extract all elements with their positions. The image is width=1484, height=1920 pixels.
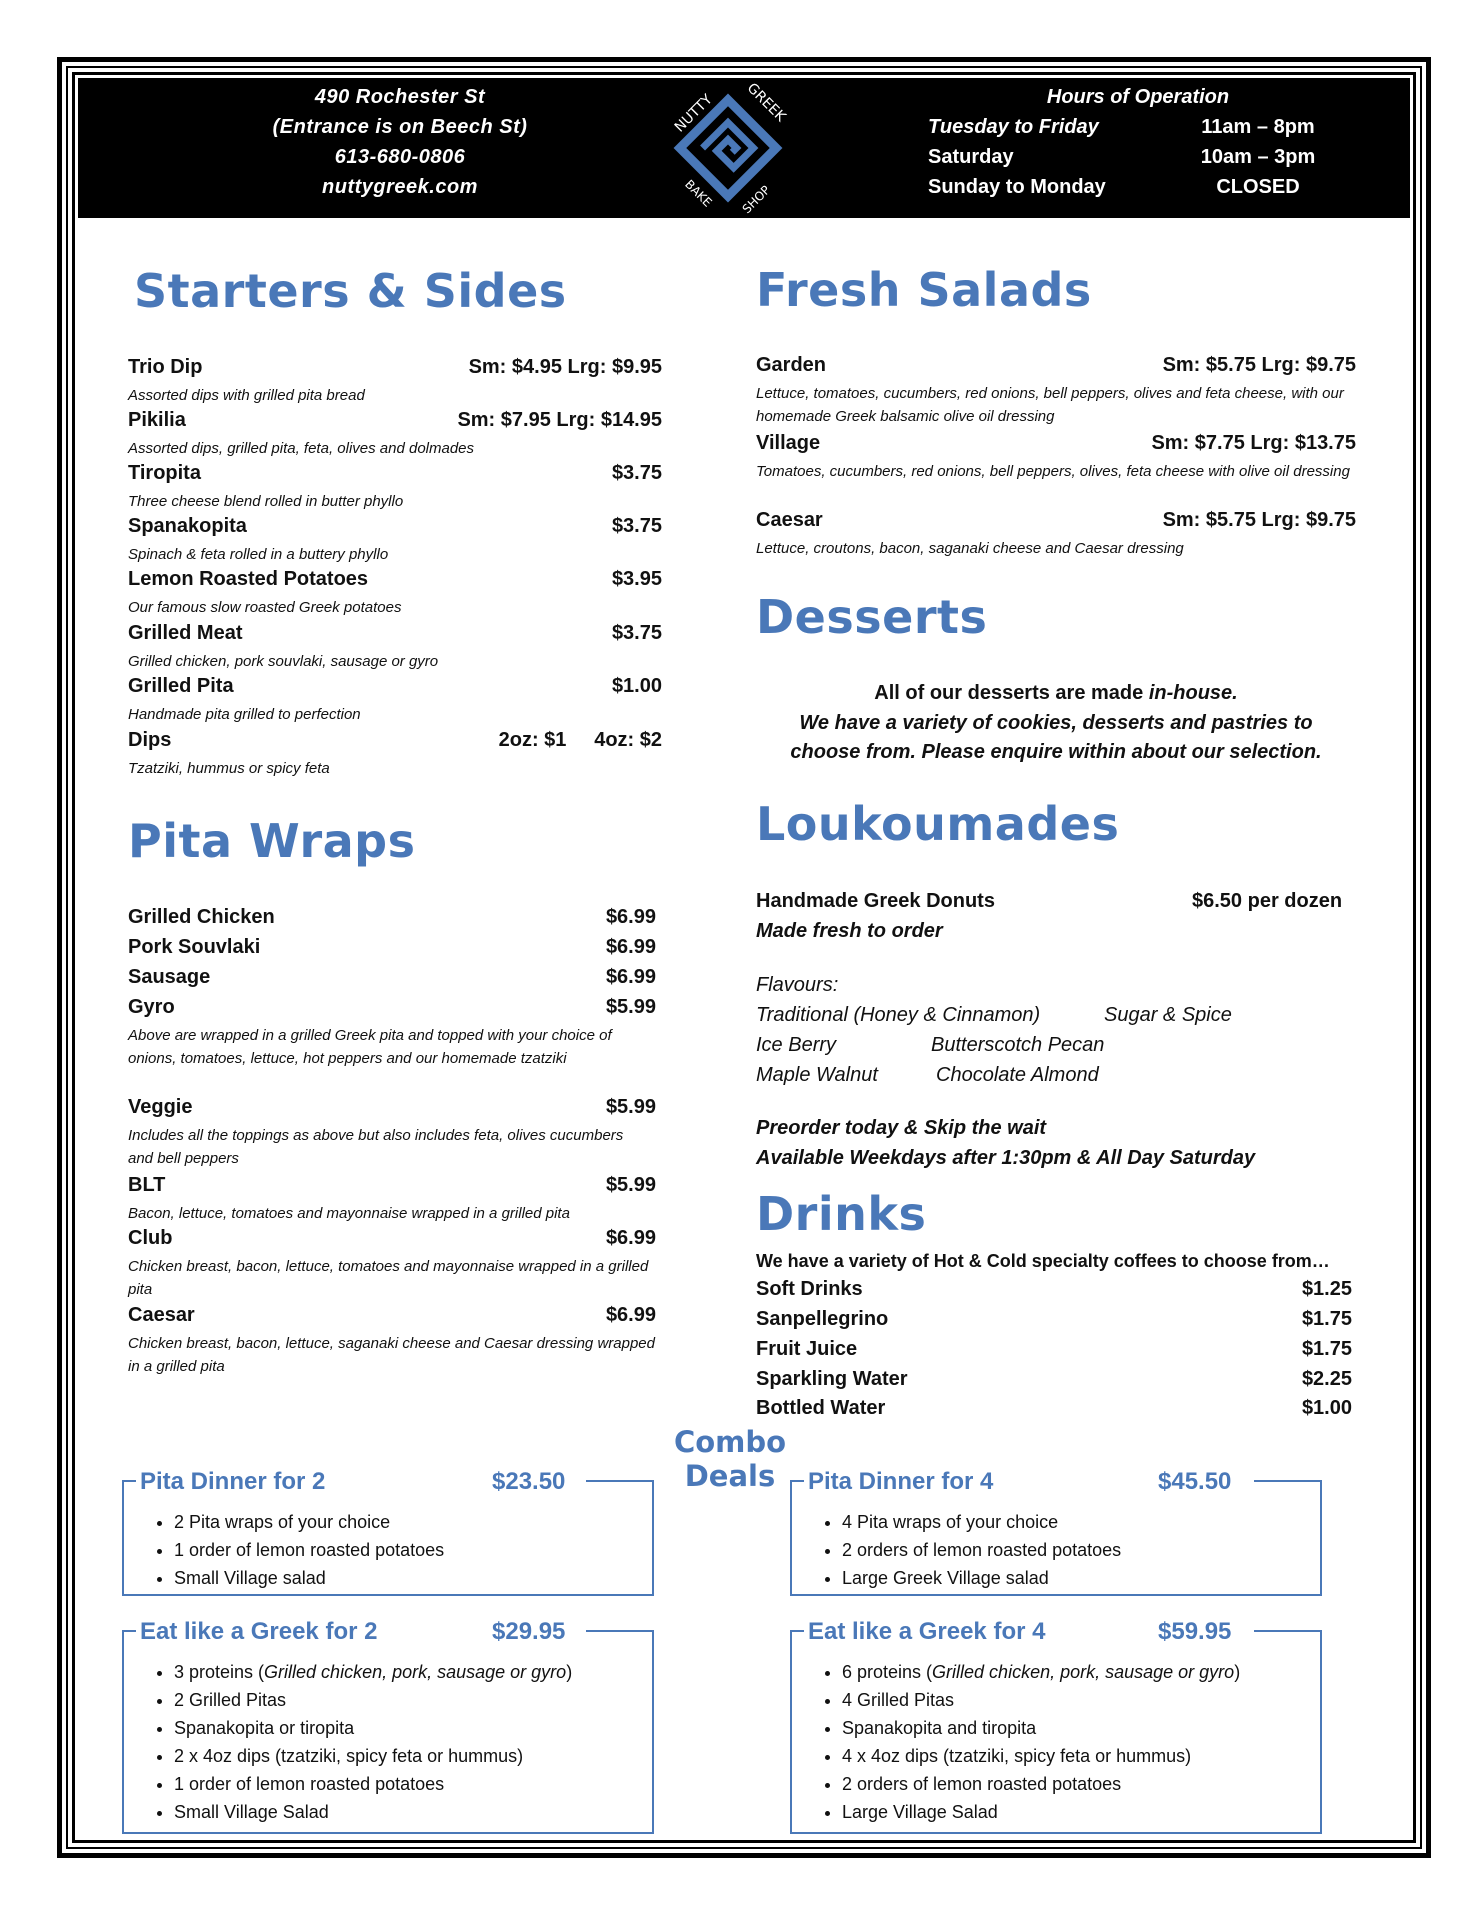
protein-close: ) bbox=[566, 1662, 573, 1682]
combo-items bbox=[148, 1508, 444, 1592]
menu-item bbox=[128, 462, 662, 514]
preorder-note: Preorder today & Skip the wait bbox=[756, 1117, 1047, 1139]
item-price: $2.25 bbox=[1301, 1368, 1352, 1390]
item-name: Garden bbox=[756, 354, 827, 376]
section-title-desserts: Desserts bbox=[756, 590, 988, 644]
item-price: $1.00 bbox=[1301, 1397, 1352, 1419]
section-title-starters: Starters & Sides bbox=[134, 264, 567, 318]
flavour: Ice Berry bbox=[756, 1034, 837, 1056]
combo-box bbox=[790, 1618, 1322, 1834]
combo-header bbox=[804, 1464, 1254, 1500]
desserts-line-1 bbox=[756, 682, 1356, 705]
drink-item bbox=[756, 1397, 1352, 1425]
flavour: Chocolate Almond bbox=[936, 1064, 1099, 1086]
item-description: Above are wrapped in a grilled Greek pita and topped with your choice of onions, tomatoes, lettuce, hot peppers and our homemade tzatziki bbox=[128, 1027, 612, 1067]
menu-item bbox=[128, 356, 662, 408]
item-price: $3.75 bbox=[611, 462, 662, 484]
desserts-line-2: We have a variety of cookies, desserts and pastries to bbox=[799, 712, 1313, 734]
item-price: $1.25 bbox=[1301, 1278, 1352, 1300]
item-name: Trio Dip bbox=[128, 356, 203, 378]
protein-options: Grilled chicken, pork, sausage or gyro bbox=[932, 1662, 1235, 1682]
combo-items bbox=[816, 1508, 1121, 1592]
item-price: 2oz: $1 4oz: $2 bbox=[498, 729, 662, 751]
combo-header bbox=[136, 1614, 586, 1650]
item-name: Pork Souvlaki bbox=[128, 936, 261, 958]
item-price: $3.75 bbox=[611, 622, 662, 644]
combo-price: $45.50 bbox=[1158, 1468, 1232, 1495]
combo-box bbox=[790, 1468, 1322, 1596]
menu-item bbox=[128, 622, 662, 674]
drink-item bbox=[756, 1368, 1352, 1396]
header-bar bbox=[78, 78, 1410, 218]
combo-item: • 4 Grilled Pitas bbox=[842, 1686, 1240, 1714]
hours-days: Tuesday to Friday bbox=[928, 116, 1099, 138]
menu-item bbox=[128, 1096, 656, 1168]
item-name: Sanpellegrino bbox=[756, 1308, 889, 1330]
item-name: Spanakopita bbox=[128, 515, 247, 537]
section-title-wraps: Pita Wraps bbox=[128, 814, 416, 868]
protein-count: 3 proteins ( bbox=[174, 1662, 265, 1682]
combo-item: • Spanakopita or tiropita bbox=[174, 1714, 572, 1742]
item-price: $6.99 bbox=[605, 936, 656, 958]
menu-item bbox=[756, 354, 1356, 426]
item-name: Grilled Pita bbox=[128, 675, 234, 697]
combo-price: $59.95 bbox=[1158, 1618, 1232, 1645]
combo-item: • 2 orders of lemon roasted potatoes bbox=[842, 1536, 1121, 1564]
hours-title: Hours of Operation bbox=[1046, 86, 1230, 108]
drinks-intro: We have a variety of Hot & Cold specialty coffees to choose from… bbox=[756, 1251, 1330, 1271]
menu-item bbox=[128, 729, 662, 781]
item-name: Gyro bbox=[128, 996, 175, 1018]
combo-box bbox=[122, 1468, 654, 1596]
combo-item: • 4 x 4oz dips (tzatziki, spicy feta or hummus) bbox=[842, 1742, 1240, 1770]
item-description: Handmade pita grilled to perfection bbox=[128, 706, 361, 723]
item-description: Chicken breast, bacon, lettuce, tomatoes and mayonnaise wrapped in a grilled pita bbox=[128, 1258, 649, 1298]
combo-items bbox=[816, 1658, 1240, 1826]
flavour: Traditional (Honey & Cinnamon) bbox=[756, 1004, 1041, 1026]
combo-name: Eat like a Greek for 4 bbox=[808, 1618, 1046, 1645]
combo-item: • Spanakopita and tiropita bbox=[842, 1714, 1240, 1742]
item-name: Bottled Water bbox=[756, 1397, 886, 1419]
desserts-line-3: choose from. Please enquire within about our selection. bbox=[790, 741, 1322, 763]
hours-days: Sunday to Monday bbox=[928, 176, 1106, 198]
item-price: $1.00 bbox=[611, 675, 662, 697]
item-price: Sm: $4.95 Lrg: $9.95 bbox=[468, 356, 662, 378]
item-name: Grilled Meat bbox=[128, 622, 243, 644]
hours-days: Saturday bbox=[928, 146, 1014, 168]
menu-item bbox=[128, 1174, 656, 1226]
protein-options: Grilled chicken, pork, sausage or gyro bbox=[264, 1662, 567, 1682]
item-name: Veggie bbox=[128, 1096, 193, 1118]
item-name: Pikilia bbox=[128, 409, 186, 431]
item-price: Sm: $7.95 Lrg: $14.95 bbox=[457, 409, 662, 431]
desserts-in-house: in-house. bbox=[1148, 682, 1238, 704]
menu-item bbox=[128, 966, 656, 994]
drink-item bbox=[756, 1308, 1352, 1336]
item-price: $6.99 bbox=[605, 1304, 656, 1326]
combo-item: • 2 orders of lemon roasted potatoes bbox=[842, 1770, 1240, 1798]
item-name: Tiropita bbox=[128, 462, 201, 484]
combo-item: • 2 x 4oz dips (tzatziki, spicy feta or hummus) bbox=[174, 1742, 572, 1770]
item-price: Sm: $5.75 Lrg: $9.75 bbox=[1162, 354, 1356, 376]
combo-item: • Small Village salad bbox=[174, 1564, 444, 1592]
item-name: Lemon Roasted Potatoes bbox=[128, 568, 369, 590]
combo-item: • 4 Pita wraps of your choice bbox=[842, 1508, 1121, 1536]
address-block bbox=[238, 82, 562, 202]
flavour: Sugar & Spice bbox=[1104, 1004, 1232, 1026]
item-description: Assorted dips, grilled pita, feta, olives and dolmades bbox=[128, 440, 475, 457]
item-price: $6.99 bbox=[605, 906, 656, 928]
combo-items bbox=[148, 1658, 572, 1826]
hours-time: CLOSED bbox=[1216, 176, 1300, 198]
protein-count: 6 proteins ( bbox=[842, 1662, 933, 1682]
address-line-2: (Entrance is on Beech St) bbox=[272, 116, 528, 138]
item-price: $5.99 bbox=[605, 1096, 656, 1118]
address-line-1: 490 Rochester St bbox=[314, 86, 486, 108]
combo-item: • Large Village Salad bbox=[842, 1798, 1240, 1826]
item-description: Tomatoes, cucumbers, red onions, bell peppers, olives, feta cheese with olive oil dressing bbox=[756, 463, 1350, 480]
combo-name: Pita Dinner for 2 bbox=[140, 1468, 326, 1495]
item-name: Sparkling Water bbox=[756, 1368, 908, 1390]
logo-text-bake: BAKE bbox=[682, 177, 715, 210]
menu-item bbox=[128, 1304, 656, 1376]
item-price: $1.75 bbox=[1301, 1308, 1352, 1330]
item-price: $3.95 bbox=[611, 568, 662, 590]
menu-item bbox=[128, 996, 656, 1090]
hours-time: 11am – 8pm bbox=[1201, 116, 1315, 138]
combo-item: • Large Greek Village salad bbox=[842, 1564, 1121, 1592]
menu-item bbox=[128, 906, 656, 934]
hours-row bbox=[928, 112, 1348, 142]
logo-text-shop: SHOP bbox=[739, 182, 774, 216]
combo-name: Pita Dinner for 4 bbox=[808, 1468, 994, 1495]
item-name: Fruit Juice bbox=[756, 1338, 858, 1360]
logo-text-greek: GREEK bbox=[743, 80, 789, 126]
combo-item bbox=[174, 1658, 572, 1686]
item-name: BLT bbox=[128, 1174, 166, 1196]
menu-item bbox=[128, 409, 662, 461]
section-title-combos: Combo Deals bbox=[673, 1425, 787, 1493]
item-description: Tzatziki, hummus or spicy feta bbox=[128, 760, 330, 777]
item-price: $5.99 bbox=[605, 996, 656, 1018]
hours-row bbox=[928, 172, 1348, 202]
item-price: $5.99 bbox=[605, 1174, 656, 1196]
combo-price: $29.95 bbox=[492, 1618, 566, 1645]
combo-box bbox=[122, 1618, 654, 1834]
drink-item bbox=[756, 1278, 1352, 1306]
item-description: Our famous slow roasted Greek potatoes bbox=[128, 599, 402, 616]
item-description: Lettuce, croutons, bacon, saganaki cheese and Caesar dressing bbox=[756, 540, 1184, 557]
item-description: Includes all the toppings as above but also includes feta, olives cucumbers and bell peppers bbox=[128, 1127, 624, 1167]
protein-close: ) bbox=[1234, 1662, 1241, 1682]
combo-item bbox=[842, 1658, 1240, 1686]
flavour: Butterscotch Pecan bbox=[931, 1034, 1105, 1056]
logo-text-nutty: NUTTY bbox=[671, 91, 716, 136]
item-name: Club bbox=[128, 1227, 173, 1249]
website: nuttygreek.com bbox=[322, 176, 478, 198]
item-name: Soft Drinks bbox=[756, 1278, 863, 1300]
section-title-loukoumades: Loukoumades bbox=[756, 797, 1120, 851]
menu-item bbox=[128, 675, 662, 727]
item-description: Spinach & feta rolled in a buttery phyllo bbox=[128, 546, 389, 563]
combo-item: • 2 Pita wraps of your choice bbox=[174, 1508, 444, 1536]
item-name: Grilled Chicken bbox=[128, 906, 275, 928]
item-description: Lettuce, tomatoes, cucumbers, red onions, bell peppers, olives and feta cheese, with our homemade Greek balsamic olive oil dressing bbox=[756, 385, 1344, 425]
combo-item: • 1 order of lemon roasted potatoes bbox=[174, 1536, 444, 1564]
menu-item bbox=[128, 515, 662, 567]
hours-row bbox=[928, 142, 1348, 172]
flavour: Maple Walnut bbox=[756, 1064, 878, 1086]
item-price: $3.75 bbox=[611, 515, 662, 537]
desserts-line-1-text: All of our desserts are made bbox=[874, 682, 1149, 704]
item-name: Caesar bbox=[756, 509, 823, 531]
menu-item bbox=[128, 936, 656, 964]
section-title-salads: Fresh Salads bbox=[756, 263, 1092, 317]
menu-item bbox=[756, 432, 1356, 504]
item-name: Dips bbox=[128, 729, 172, 751]
item-name: Sausage bbox=[128, 966, 211, 988]
flavours-label: Flavours: bbox=[756, 974, 839, 996]
item-price: $6.99 bbox=[605, 1227, 656, 1249]
availability-note: Available Weekdays after 1:30pm & All Day Saturday bbox=[756, 1147, 1256, 1169]
item-price: $6.99 bbox=[605, 966, 656, 988]
item-price: Sm: $7.75 Lrg: $13.75 bbox=[1151, 432, 1356, 454]
donut-price: $6.50 per dozen bbox=[1192, 890, 1343, 912]
menu-item bbox=[756, 509, 1356, 561]
combo-header bbox=[804, 1614, 1254, 1650]
combo-item: • 1 order of lemon roasted potatoes bbox=[174, 1770, 572, 1798]
item-description: Grilled chicken, pork souvlaki, sausage or gyro bbox=[128, 653, 439, 670]
menu-item bbox=[128, 1227, 656, 1299]
combo-header bbox=[136, 1464, 586, 1500]
combo-price: $23.50 bbox=[492, 1468, 566, 1495]
item-price: $1.75 bbox=[1301, 1338, 1352, 1360]
drink-item bbox=[756, 1338, 1352, 1366]
item-price: Sm: $5.75 Lrg: $9.75 bbox=[1162, 509, 1356, 531]
item-name: Village bbox=[756, 432, 821, 454]
item-description: Chicken breast, bacon, lettuce, saganaki cheese and Caesar dressing wrapped in a grilled pita bbox=[128, 1335, 655, 1375]
combo-name: Eat like a Greek for 2 bbox=[140, 1618, 378, 1645]
item-description: Assorted dips with grilled pita bread bbox=[128, 387, 365, 404]
donut-name: Handmade Greek Donuts bbox=[756, 890, 995, 912]
hours-time: 10am – 3pm bbox=[1200, 146, 1316, 168]
item-description: Bacon, lettuce, tomatoes and mayonnaise wrapped in a grilled pita bbox=[128, 1205, 570, 1222]
item-name: Caesar bbox=[128, 1304, 195, 1326]
section-title-drinks: Drinks bbox=[756, 1187, 927, 1241]
phone-number: 613-680-0806 bbox=[334, 146, 466, 168]
combo-item: • 2 Grilled Pitas bbox=[174, 1686, 572, 1714]
menu-item bbox=[128, 568, 662, 620]
item-description: Three cheese blend rolled in butter phyllo bbox=[128, 493, 404, 510]
made-fresh-note: Made fresh to order bbox=[756, 920, 943, 942]
nutty-greek-logo bbox=[663, 80, 793, 216]
combo-item: • Small Village Salad bbox=[174, 1798, 572, 1826]
